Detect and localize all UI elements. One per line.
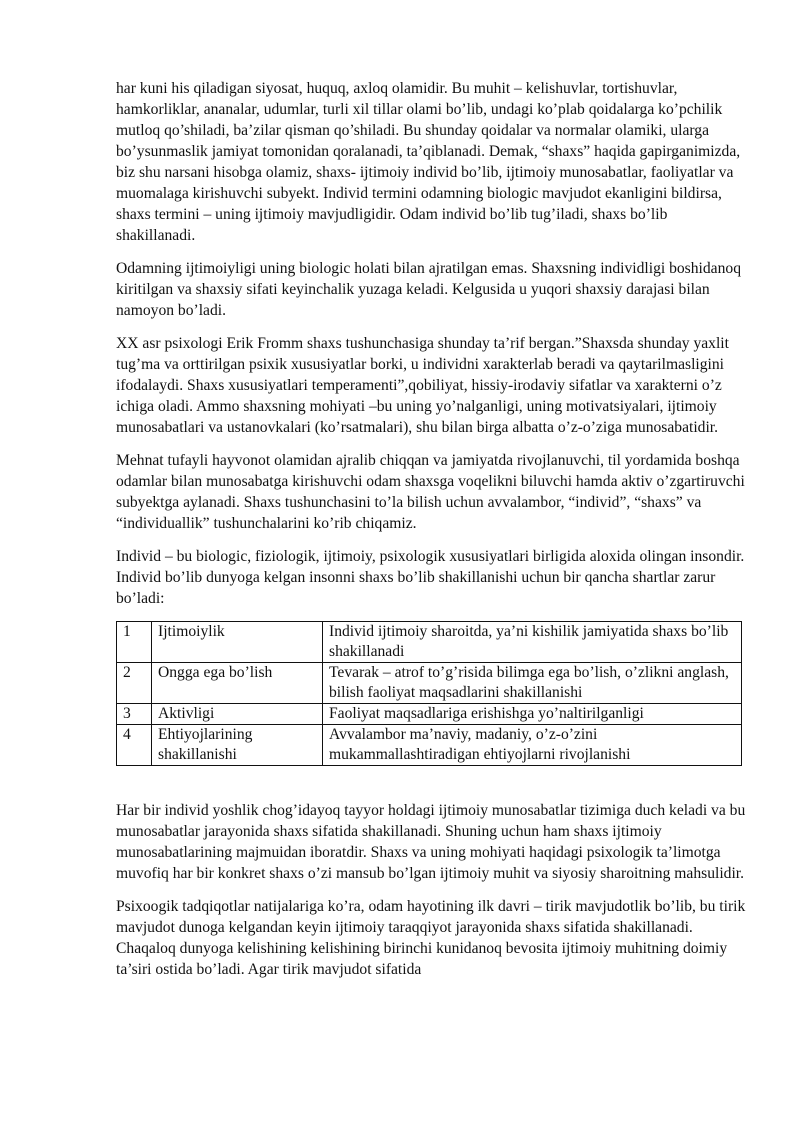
row-number: 4 <box>117 725 152 766</box>
paragraph-muhit: har kuni his qiladigan siyosat, huquq, axloq olamidir. Bu muhit – kelishuvlar, tortishuvlar, hamkorliklar, ananalar, udumlar, turli xil tillar olami bo’lib, undagi ko’plab qoidalarga ko’pchilik mutloq qo’shiladi, ba’zilar qisman qo’shiladi. Bu shunday qoidalar va normalar olamiki, ularga bo’ysunmaslik jamiyat tomonidan qoralanadi, ta’qiblanadi. Demak, “shaxs” haqida gapirganimizda, biz shu narsani hisobga olamiz, shaxs- ijtimoiy individ bo’lib, ijtimoiy munosabatlar, faoliyatlar va muomalaga kirishuvchi subyekt. Individ termini odamning biologic mavjudot ekanligini bildirsa, shaxs termini – uning ijtimoiy mavjudligidir. Odam individ bo’lib tug’iladi, shaxs bo’lib shakillanadi. <box>116 80 741 244</box>
paragraph-tadqiqot: Psixoogik tadqiqotlar natijalariga ko’ra, odam hayotining ilk davri – tirik mavjudotlik bo’lib, bu tirik mavjudot dunoga kelgandan keyin ijtimoiy taraqqiyot jarayonida shaxs sifatida shakillanadi. Chaqaloq dunyoga kelishining kelishining birinchi kunidanoq bevosita ijtimoiy muhitning doimiy ta’siri ostida bo’ladi. Agar tirik mavjudot sifatida <box>116 898 746 978</box>
paragraph-mehnat: Mehnat tufayli hayvonot olamidan ajralib chiqqan va jamiyatda rivojlanuvchi, til yordamida boshqa odamlar bilan munosabatga kirishuvchi odam shaxsga voqelikni biluvchi hamda aktiv o’zgartiruvchi subyektga aylanadi. Shaxs tushunchasini to’la bilish uchun avvalambor, “individ”, “shaxs” va “individuallik” tushunchalarini ko’rib chiqamiz. <box>116 452 745 532</box>
table-row <box>117 725 742 766</box>
row-description: Faoliyat maqsadlariga erishishga yo’naltirilganligi <box>323 704 742 725</box>
paragraph-individ: Individ – bu biologic, fiziologik, ijtimoiy, psixologik xususiyatlari birligida aloxida olingan insondir. Individ bo’lib dunyoga kelgan insonni shaxs bo’lib shakillanishi uchun bir qancha shartlar zarur bo’ladi: <box>116 548 745 607</box>
conditions-table <box>116 621 742 766</box>
row-description: Tevarak – atrof to’g’risida bilimga ega bo’lish, o’zlikni anglash, bilish faoliyat maqsadlarini shakillanishi <box>323 663 742 704</box>
document-page <box>116 78 746 992</box>
paragraph-yoshlik: Har bir individ yoshlik chog’idayoq tayyor holdagi ijtimoiy munosabatlar tizimiga duch keladi va bu munosabatlar jarayonida shaxs sifatida shakillanadi. Shuning uchun ham shaxs ijtimoiy munosabatlarining majmuidan iboratdir. Shaxs va uning mohiyati haqidagi psixologik ta’limotga muvofiq har bir konkret shaxs o’zi mansub bo’lgan ijtimoiy muhit va siyosiy sharoitning mahsulidir. <box>116 802 746 882</box>
table-row <box>117 704 742 725</box>
row-number: 2 <box>117 663 152 704</box>
row-condition: Aktivligi <box>152 704 323 725</box>
table-row <box>117 622 742 663</box>
row-number: 3 <box>117 704 152 725</box>
row-description: Avvalambor ma’naviy, madaniy, o’z-o’zini mukammallashtiradigan ehtiyojlarni rivojlanishi <box>323 725 742 766</box>
row-description: Individ ijtimoiy sharoitda, ya’ni kishilik jamiyatida shaxs bo’lib shakillanadi <box>323 622 742 663</box>
row-condition: Ongga ega bo’lish <box>152 663 323 704</box>
paragraph-fromm: XX asr psixologi Erik Fromm shaxs tushunchasiga shunday ta’rif bergan.”Shaxsda shunday yaxlit tug’ma va orttirilgan psixik xususiyatlar borki, u individni xarakterlab beradi va qaytarilmasligini ifodalaydi. Shaxs xususiyatlari temperamenti”,qobiliyat, hissiy-irodaviy sifatlar va xarakterni o’z ichiga oladi. Ammo shaxsning mohiyati –bu uning yo’nalganligi, uning motivatsiyalari, ijtimoiy munosabatlari va ustanovkalari (ko’rsatmalari), shu bilan birga albatta o’z-o’ziga munosabatidir. <box>116 335 729 436</box>
row-condition: Ijtimoiylik <box>152 622 323 663</box>
table-row <box>117 663 742 704</box>
row-number: 1 <box>117 622 152 663</box>
row-condition: Ehtiyojlarining shakillanishi <box>152 725 323 766</box>
paragraph-ijtimoiylik: Odamning ijtimoiyligi uning biologic holati bilan ajratilgan emas. Shaxsning individligi boshidanoq kiritilgan va shaxsiy sifati keyinchalik yuzaga keladi. Kelgusida u yuqori shaxsiy darajasi bilan namoyon bo’ladi. <box>116 260 741 319</box>
